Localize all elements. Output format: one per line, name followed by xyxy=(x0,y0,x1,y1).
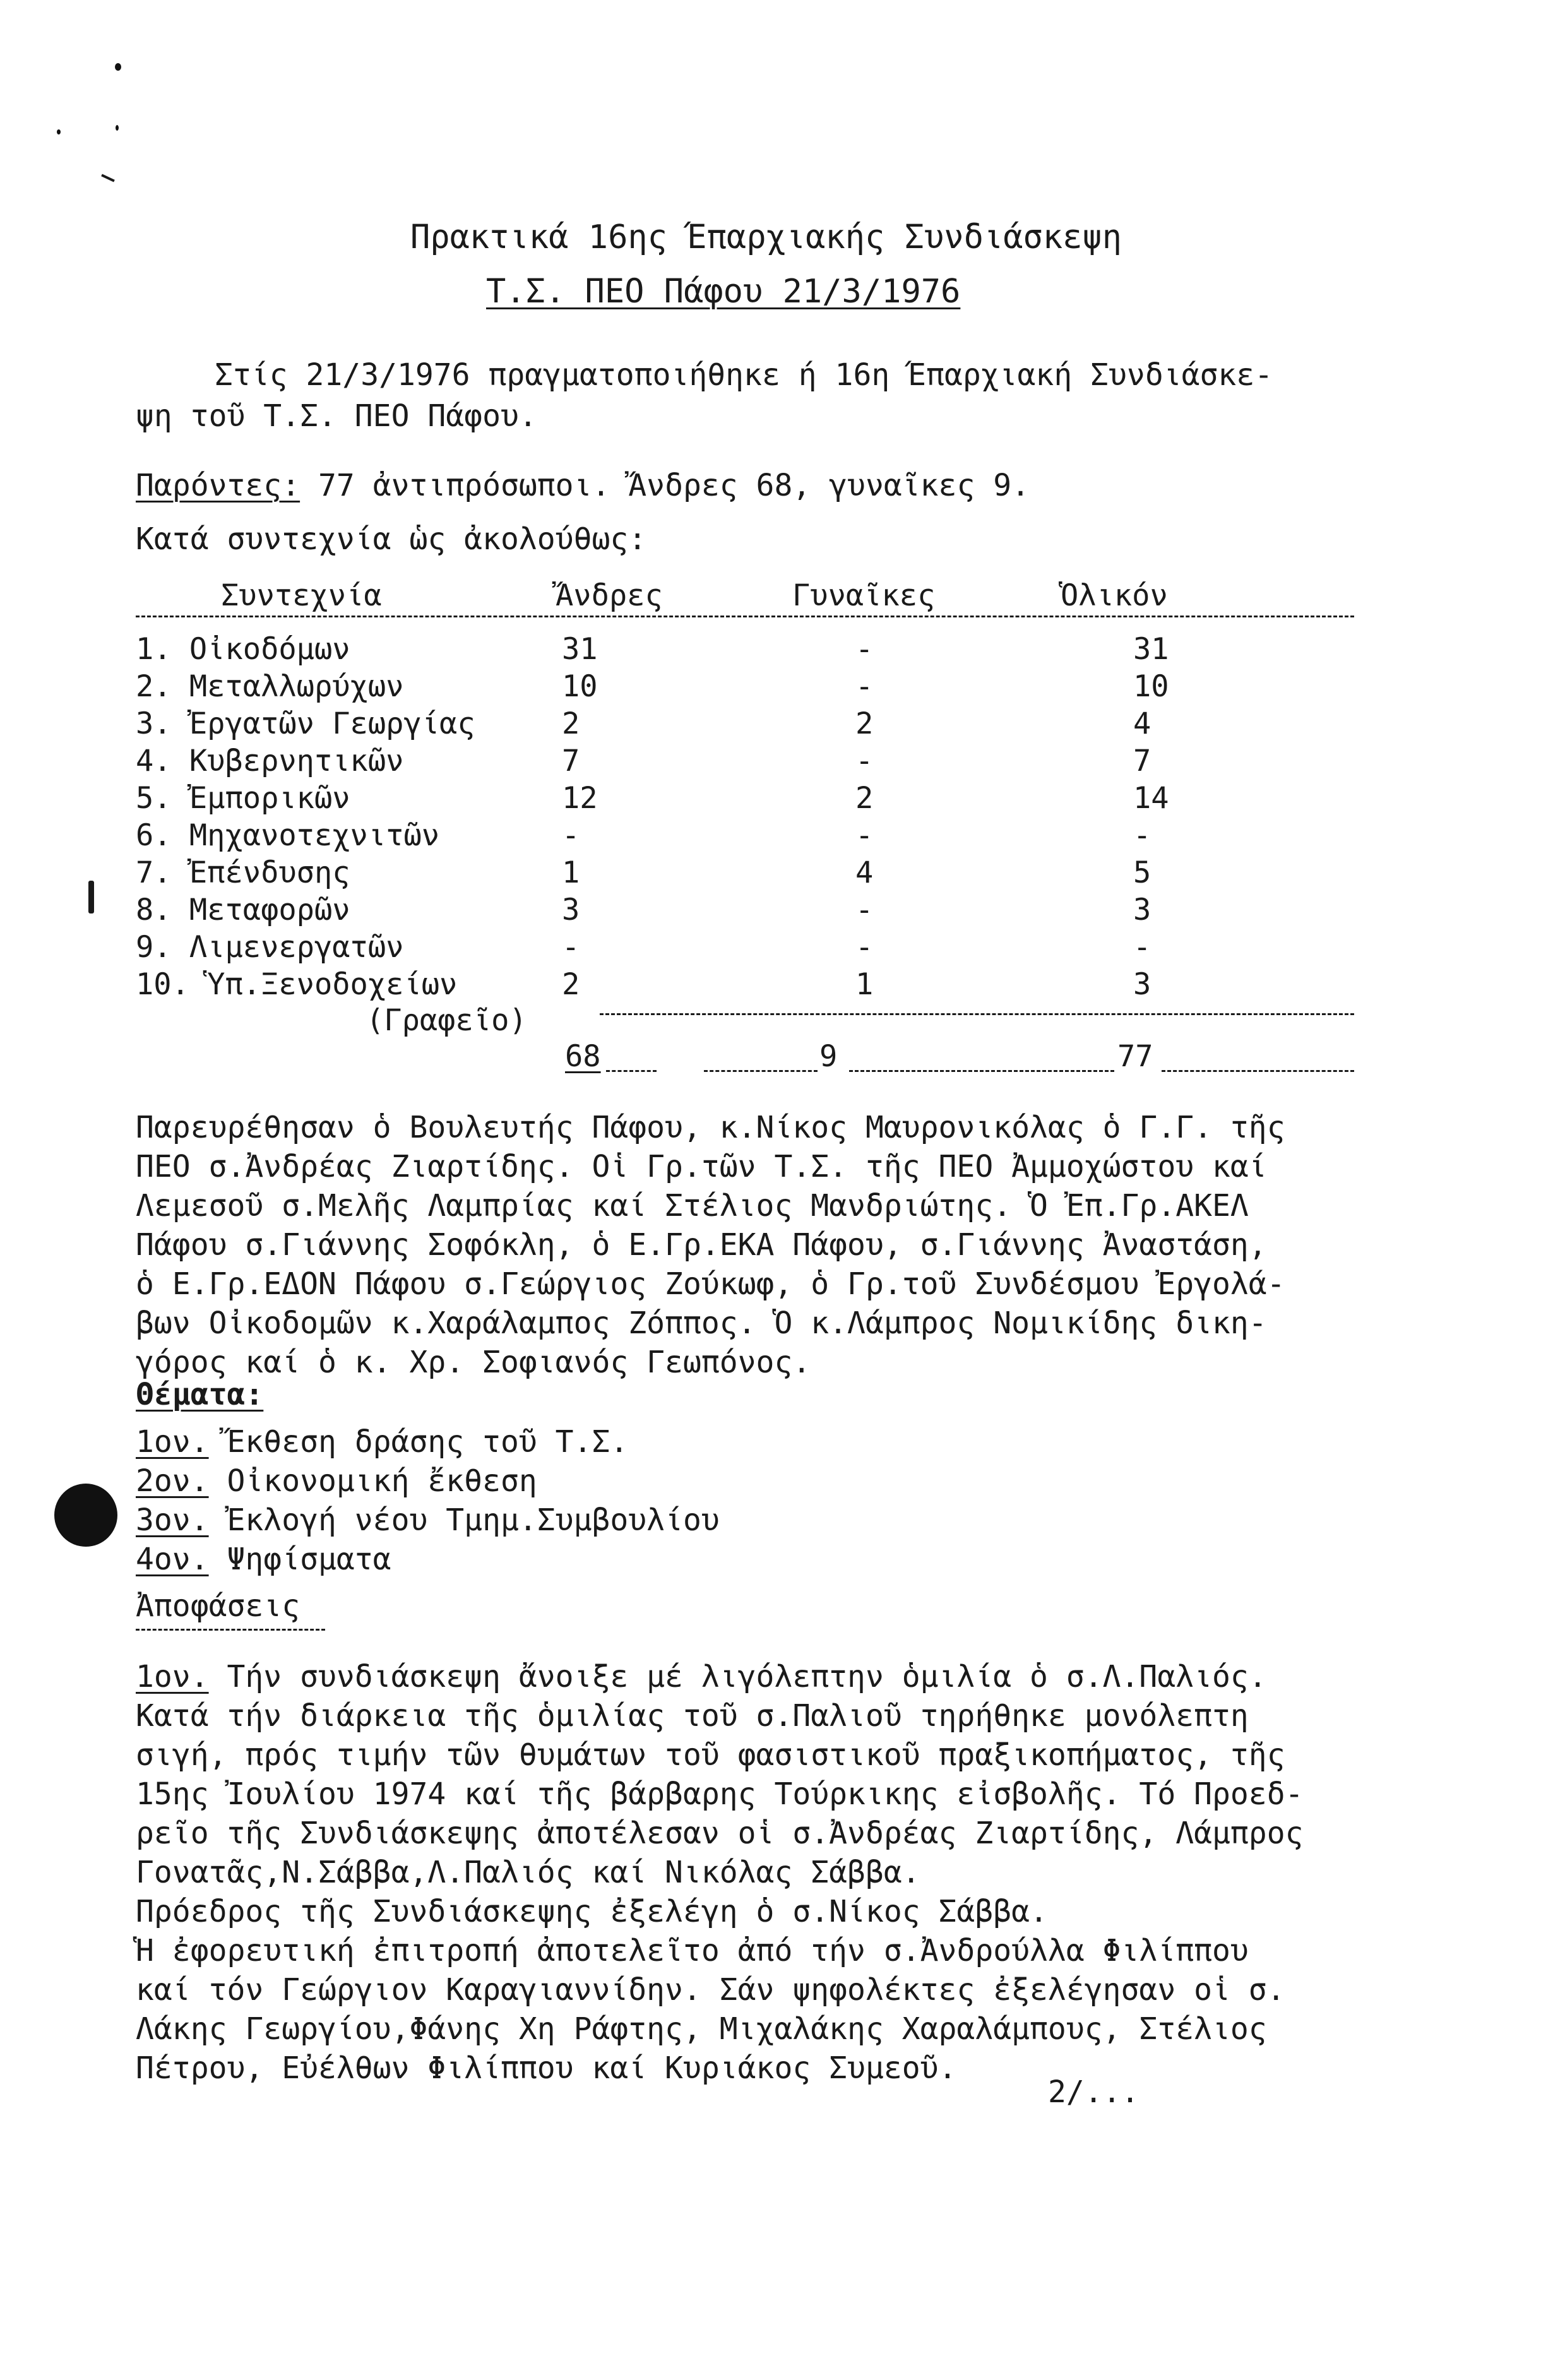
women-count: 4 xyxy=(855,855,874,890)
themes-heading: Θέματα: xyxy=(136,1377,264,1412)
row10-note: (Γραφεῖο) xyxy=(366,1003,527,1038)
decision-line xyxy=(136,1970,1398,2009)
decision-line xyxy=(136,1853,1398,1892)
attendance-line: Λεμεσοῦ σ.Μελῆς Λαμπρίας καί Στέλιος Μανδριώτης. Ὁ Ἐπ.Γρ.ΑΚΕΛ xyxy=(136,1188,1249,1223)
total-count: 10 xyxy=(1133,669,1169,704)
table-total-rule xyxy=(600,1013,1354,1015)
attendance-line: γόρος καί ὁ κ. Χρ. Σοφιανός Γεωπόνος. xyxy=(136,1345,811,1380)
present-text: 77 ἀντιπρόσωποι. Ἄνδρες 68, γυναῖκες 9. xyxy=(300,468,1030,503)
decision-text: Πρόεδρος τῆς Συνδιάσκεψης ἐξελέγη ὁ σ.Νίκος Σάββα. xyxy=(136,1894,1048,1929)
men-count: - xyxy=(562,930,580,965)
decision-text: ρεῖο τῆς Συνδιάσκεψης ἀποτέλεσαν οἱ σ.Ἀνδρέας Ζιαρτίδης, Λάμπρος xyxy=(136,1816,1304,1851)
total-dash-2 xyxy=(704,1070,818,1072)
total-count: - xyxy=(1133,818,1151,853)
col-header-men: Ἄνδρες xyxy=(556,578,663,613)
scan-speck xyxy=(115,63,121,71)
union-name: 3. Ἐργατῶν Γεωργίας xyxy=(136,706,475,741)
page-continuation-marker: 2/... xyxy=(1048,2074,1139,2110)
total-count: 3 xyxy=(1133,893,1151,927)
total-count: 14 xyxy=(1133,781,1169,816)
theme-number: 4ον. xyxy=(136,1542,209,1577)
intro-line-1: Στίς 21/3/1976 πραγματοποιήθηκε ή 16η Έπαρχιακή Συνδιάσκε- xyxy=(215,357,1273,393)
total-count: 4 xyxy=(1133,706,1151,741)
total-all: 77 xyxy=(1117,1039,1153,1074)
scan-speck xyxy=(57,129,61,134)
margin-mark xyxy=(88,881,94,913)
total-count: - xyxy=(1133,930,1151,965)
theme-item xyxy=(136,1541,391,1578)
decision-line xyxy=(136,2049,1398,2088)
decision-text: 15ης Ἰουλίου 1974 καί τῆς βάρβαρης Τούρκικης εἰσβολῆς. Τό Προεδ- xyxy=(136,1776,1304,1812)
decision-text: Ἡ ἐφορευτική ἐπιτροπή ἀποτελεῖτο ἀπό τήν σ.Ἀνδρούλλα Φιλίππου xyxy=(136,1933,1249,1968)
document-title: Πρακτικά 16ης Έπαρχιακής Συνδιάσκεψη xyxy=(410,218,1122,256)
decision-line xyxy=(136,1814,1398,1853)
women-count: 2 xyxy=(855,781,874,816)
by-union-line: Κατά συντεχνία ὡς ἀκολούθως: xyxy=(136,521,647,557)
decision-line xyxy=(136,1735,1398,1775)
men-count: 10 xyxy=(562,669,598,704)
total-men: 68 xyxy=(565,1039,601,1074)
women-count: - xyxy=(855,818,874,853)
present-label: Παρόντες: xyxy=(136,468,300,503)
union-name: 10. Ὑπ.Ξενοδοχείων xyxy=(136,967,458,1002)
union-name: 9. Λιμενεργατῶν xyxy=(136,930,404,965)
women-count: - xyxy=(855,744,874,778)
theme-item xyxy=(136,1463,537,1499)
women-count: 1 xyxy=(855,967,874,1002)
union-name: 6. Μηχανοτεχνιτῶν xyxy=(136,818,440,853)
men-count: 2 xyxy=(562,967,580,1002)
attendance-line: ὁ Ε.Γρ.ΕΔΟΝ Πάφου σ.Γεώργιος Ζούκωφ, ὁ Γρ.τοῦ Συνδέσμου Ἐργολά- xyxy=(136,1266,1285,1302)
men-count: 12 xyxy=(562,781,598,816)
men-count: 7 xyxy=(562,744,580,778)
decision-line xyxy=(136,1696,1398,1735)
theme-number: 2ον. xyxy=(136,1463,209,1499)
decision-line xyxy=(136,2009,1398,2049)
decision-text: σιγή, πρός τιμήν τῶν θυμάτων τοῦ φασιστικοῦ πραξικοπήματος, τῆς xyxy=(136,1737,1285,1773)
theme-text: Ἐκλογή νέου Τμημ.Συμβουλίου xyxy=(208,1502,720,1538)
scan-speck xyxy=(101,174,115,182)
theme-number: 1ον. xyxy=(136,1424,209,1460)
women-count: - xyxy=(855,930,874,965)
col-header-union: Συντεχνία xyxy=(221,578,382,613)
women-count: - xyxy=(855,669,874,704)
scan-speck xyxy=(116,125,119,131)
total-dash-4 xyxy=(1162,1070,1354,1072)
attendance-line: βων Οἰκοδομῶν κ.Χαράλαμπος Ζόππος. Ὁ κ.Λάμπρος Νομικίδης δικη- xyxy=(136,1306,1267,1341)
theme-number: 3ον. xyxy=(136,1502,209,1538)
punch-hole xyxy=(54,1484,117,1547)
total-count: 7 xyxy=(1133,744,1151,778)
decision-text: Γονατᾶς,Ν.Σάββα,Λ.Παλιός καί Νικόλας Σάββα. xyxy=(136,1855,920,1890)
decisions-heading: Ἀποφάσεις xyxy=(136,1588,300,1624)
theme-text: Οἰκονομική ἔκθεση xyxy=(208,1463,537,1499)
union-name: 4. Κυβερνητικῶν xyxy=(136,744,404,778)
attendance-line: Παρευρέθησαν ὁ Βουλευτής Πάφου, κ.Νίκος Μαυρονικόλας ὁ Γ.Γ. τῆς xyxy=(136,1110,1285,1145)
union-name: 2. Μεταλλωρύχων xyxy=(136,669,404,704)
men-count: 2 xyxy=(562,706,580,741)
total-women: 9 xyxy=(819,1039,838,1074)
men-count: 1 xyxy=(562,855,580,890)
total-count: 31 xyxy=(1133,632,1169,667)
theme-text: Ψηφίσματα xyxy=(208,1542,391,1577)
decision-text: Τήν συνδιάσκεψη ἄνοιξε μέ λιγόλεπτην ὁμιλία ὁ σ.Λ.Παλιός. xyxy=(208,1659,1267,1694)
col-header-total: Ὁλικόν xyxy=(1061,578,1168,613)
total-dash-3 xyxy=(849,1070,1114,1072)
table-header-rule xyxy=(136,616,1354,617)
women-count: - xyxy=(855,632,874,667)
decision-text: καί τόν Γεώργιον Καραγιαννίδην. Σάν ψηφολέκτες ἐξελέγησαν οἱ σ. xyxy=(136,1972,1285,2008)
decisions-heading-rule xyxy=(136,1629,325,1631)
decision-line xyxy=(136,1892,1398,1931)
men-count: 3 xyxy=(562,893,580,927)
theme-item xyxy=(136,1502,720,1538)
decision-text: Λάκης Γεωργίου,Φάνης Χη Ράφτης, Μιχαλάκης Χαραλάμπους, Στέλιος xyxy=(136,2011,1267,2047)
decision-text: Κατά τήν διάρκεια τῆς ὁμιλίας τοῦ σ.Παλιοῦ τηρήθηκε μονόλεπτη xyxy=(136,1698,1249,1734)
women-count: 2 xyxy=(855,706,874,741)
total-count: 5 xyxy=(1133,855,1151,890)
men-count: - xyxy=(562,818,580,853)
present-line xyxy=(136,467,1030,504)
total-dash-1 xyxy=(606,1070,657,1072)
document-subtitle: Τ.Σ. ΠΕΟ Πάφου 21/3/1976 xyxy=(486,273,961,311)
decision-line xyxy=(136,1657,1398,1696)
women-count: - xyxy=(855,893,874,927)
attendance-line: ΠΕΟ σ.Ἀνδρέας Ζιαρτίδης. Οἱ Γρ.τῶν Τ.Σ. τῆς ΠΕΟ Ἀμμοχώστου καί xyxy=(136,1149,1267,1184)
decision-text: Πέτρου, Εὐέλθων Φιλίππου καί Κυριάκος Συμεοῦ. xyxy=(136,2050,957,2086)
decision-line xyxy=(136,1775,1398,1814)
intro-line-2: ψη τοῦ Τ.Σ. ΠΕΟ Πάφου. xyxy=(136,398,537,434)
union-name: 7. Ἐπένδυσης xyxy=(136,855,350,890)
union-name: 5. Ἐμπορικῶν xyxy=(136,781,350,816)
theme-text: Ἔκθεση δράσης τοῦ Τ.Σ. xyxy=(208,1424,629,1460)
total-count: 3 xyxy=(1133,967,1151,1002)
decision-line xyxy=(136,1931,1398,1970)
attendance-line: Πάφου σ.Γιάννης Σοφόκλη, ὁ Ε.Γρ.ΕΚΑ Πάφου, σ.Γιάννης Ἀναστάση, xyxy=(136,1227,1267,1263)
theme-item xyxy=(136,1424,628,1460)
col-header-women: Γυναῖκες xyxy=(792,578,936,613)
union-name: 1. Οἰκοδόμων xyxy=(136,632,350,667)
union-name: 8. Μεταφορῶν xyxy=(136,893,350,927)
decision-number: 1ον. xyxy=(136,1659,209,1694)
men-count: 31 xyxy=(562,632,598,667)
